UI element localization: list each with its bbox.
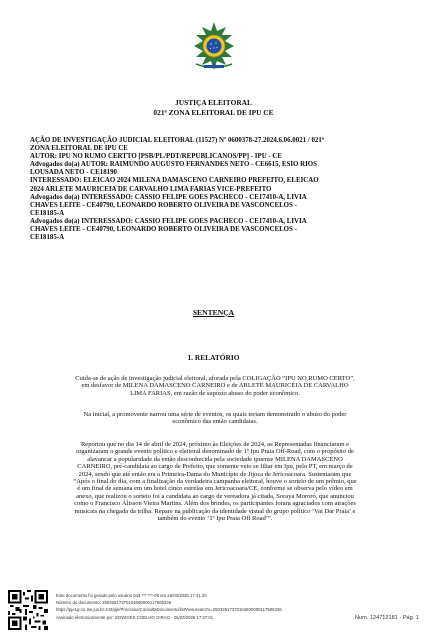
document-title-text: SENTENÇA <box>192 308 235 317</box>
header-line: CE18185-A <box>30 234 65 242</box>
footer-info <box>56 592 282 621</box>
paragraph-line: alavancar a popularidade da então desconhecida pela sociedade ipuense MILENA DAMASCENO <box>87 455 343 463</box>
electoral-zone: 021ª ZONA ELEITORAL DE IPU CE <box>153 108 274 117</box>
paragraph-line: como o Francisco Álisson Vieira Martins. Além dos brindes, os participantes foram agraciados com atrações <box>74 500 356 508</box>
paragraph <box>26 411 404 426</box>
page-number: Num. 124712181 - Pág. 1 <box>354 615 419 621</box>
paragraph-line: Na inicial, a promovente narrou uma série de eventos, os quais teriam demonstrado o abuso do poder <box>83 411 347 418</box>
header-line: AÇÃO DE INVESTIGAÇÃO JUDICIAL ELEITORAL (11527) Nº 0600378-27.2024.6.06.0021 / 021ª <box>30 137 324 144</box>
header-line: 2024 ARLETE MAURICEIA DE CARVALHO LIMA FARIAS VICE-PREFEITO <box>30 185 272 193</box>
paragraph-line: “Após o final do dia, com a finalização da verdadeira campanha eleitoral, houve o sorteio de um prêmio, que <box>73 478 357 486</box>
qr-code-icon <box>8 590 48 630</box>
header-line: CHAVES LEITE - CE40790, LEONARDO ROBERTO OLIVEIRA DE VASCONCELOS - <box>30 226 297 234</box>
paragraph-line: anexo, que realizou o sorteio foi a candidata ao cargo de vereadora já citada, Soraya Mororó, que anunciou <box>76 492 354 500</box>
header-line: CHAVES LEITE - CE40790, LEONARDO ROBERTO OLIVEIRA DE VASCONCELOS - <box>30 201 297 209</box>
paragraph-line: 2024, sendo que até então era a Primeira-Dama do Município de Jijoca de Jericoacoara. Sustentaram que <box>78 470 352 478</box>
header-line: Advogados do(a) AUTOR: RAIMUNDO AUGUSTO FERNANDES NETO - CE6615, ESIO RIOS <box>30 161 317 169</box>
header-line: ZONA ELEITORAL DE IPU CE <box>30 145 128 153</box>
paragraph <box>26 375 404 397</box>
paragraph-line: CARNEIRO, pré-candidata ao cargo de Prefeito, que somente veio se filiar em Ipu, pelo PT, em março de <box>77 463 353 471</box>
document-footer <box>0 588 427 640</box>
paragraph-line: LIMA FARIAS, em razão de suposto abuso do poder econômico. <box>130 389 300 397</box>
section-title: 1. RELATÓRIO <box>187 353 240 362</box>
paragraph-line: também do evento ‘1º Ipu Praia Off Road’”. <box>157 515 273 523</box>
footer-url[interactable]: https://pje1g-ce.tse.jus.br:443/pje/Processo/ConsultaDocumento/listView.seam?x=25032617370104600000117506336 <box>56 607 282 613</box>
brazil-coat-of-arms-icon <box>190 21 238 71</box>
paragraph-line: é um final de semana em um hotel cinco estrelas em Jericoacoara/CE, conforme se observa pelo vídeo em <box>77 485 353 493</box>
paragraph-line: organizaram o grande evento político e eleitoral denominado de 1º Ipu Praia Off-Road, com o propósito de <box>76 448 354 456</box>
footer-line: Número do documento: 25032617370104600000117506336 <box>56 600 172 606</box>
header-line: LOUSADA NETO - CE18190 <box>30 169 117 177</box>
footer-line: Assinado eletronicamente por: EDWIGES COELHO GIRAO - 26/03/2025 17:37:01 <box>56 614 214 620</box>
court-name: JUSTIÇA ELEITORAL <box>175 98 252 107</box>
header-line: INTERESSADO: ELEICAO 2024 MILENA DAMASCENO CARNEIRO PREFEITO, ELEICAO <box>30 177 319 185</box>
paragraph <box>26 441 404 522</box>
header-line: AUTOR: IPU NO RUMO CERTTO [PSB/PL/PDT/REPUBLICANOS/PP] - IPU - CE <box>30 153 282 161</box>
paragraph-line: musicais na chegada da trilha. Repare na publicação da identidade visual do grupo político ‘Vai Dar Praia’ e <box>74 507 356 515</box>
document-title <box>0 308 427 317</box>
footer-line: Este documento foi gerado pelo usuário 043.***.***-08 em 26/03/2025 17:41:20 <box>56 593 207 598</box>
paragraph-line: Reportou que no dia 14 de abril de 2024, próximo às Eleições de 2024, as Representadas financiaram e <box>80 441 350 448</box>
paragraph-line: econômico das então candidatas. <box>172 418 258 426</box>
paragraph-line: em desfavor de MILENA DAMASCENO CARNEIRO e de ARLETE MAURICÉIA DE CARVALHO <box>81 382 349 390</box>
header-line: CE18185-A <box>30 209 65 217</box>
case-header <box>30 137 404 242</box>
header-line: Advogados do(a) INTERESSADO: CASSIO FELIPE GOES PACHECO - CE17410-A, LIVIA <box>30 217 307 225</box>
header-line: Advogados do(a) INTERESSADO: CASSIO FELIPE GOES PACHECO - CE17410-A, LIVIA <box>30 193 307 201</box>
paragraph-line: Cuida-se de ação de investigação judicial eleitoral, aforada pela COLIGAÇÃO “IPU NO RUMO CERTO”, <box>75 375 355 382</box>
